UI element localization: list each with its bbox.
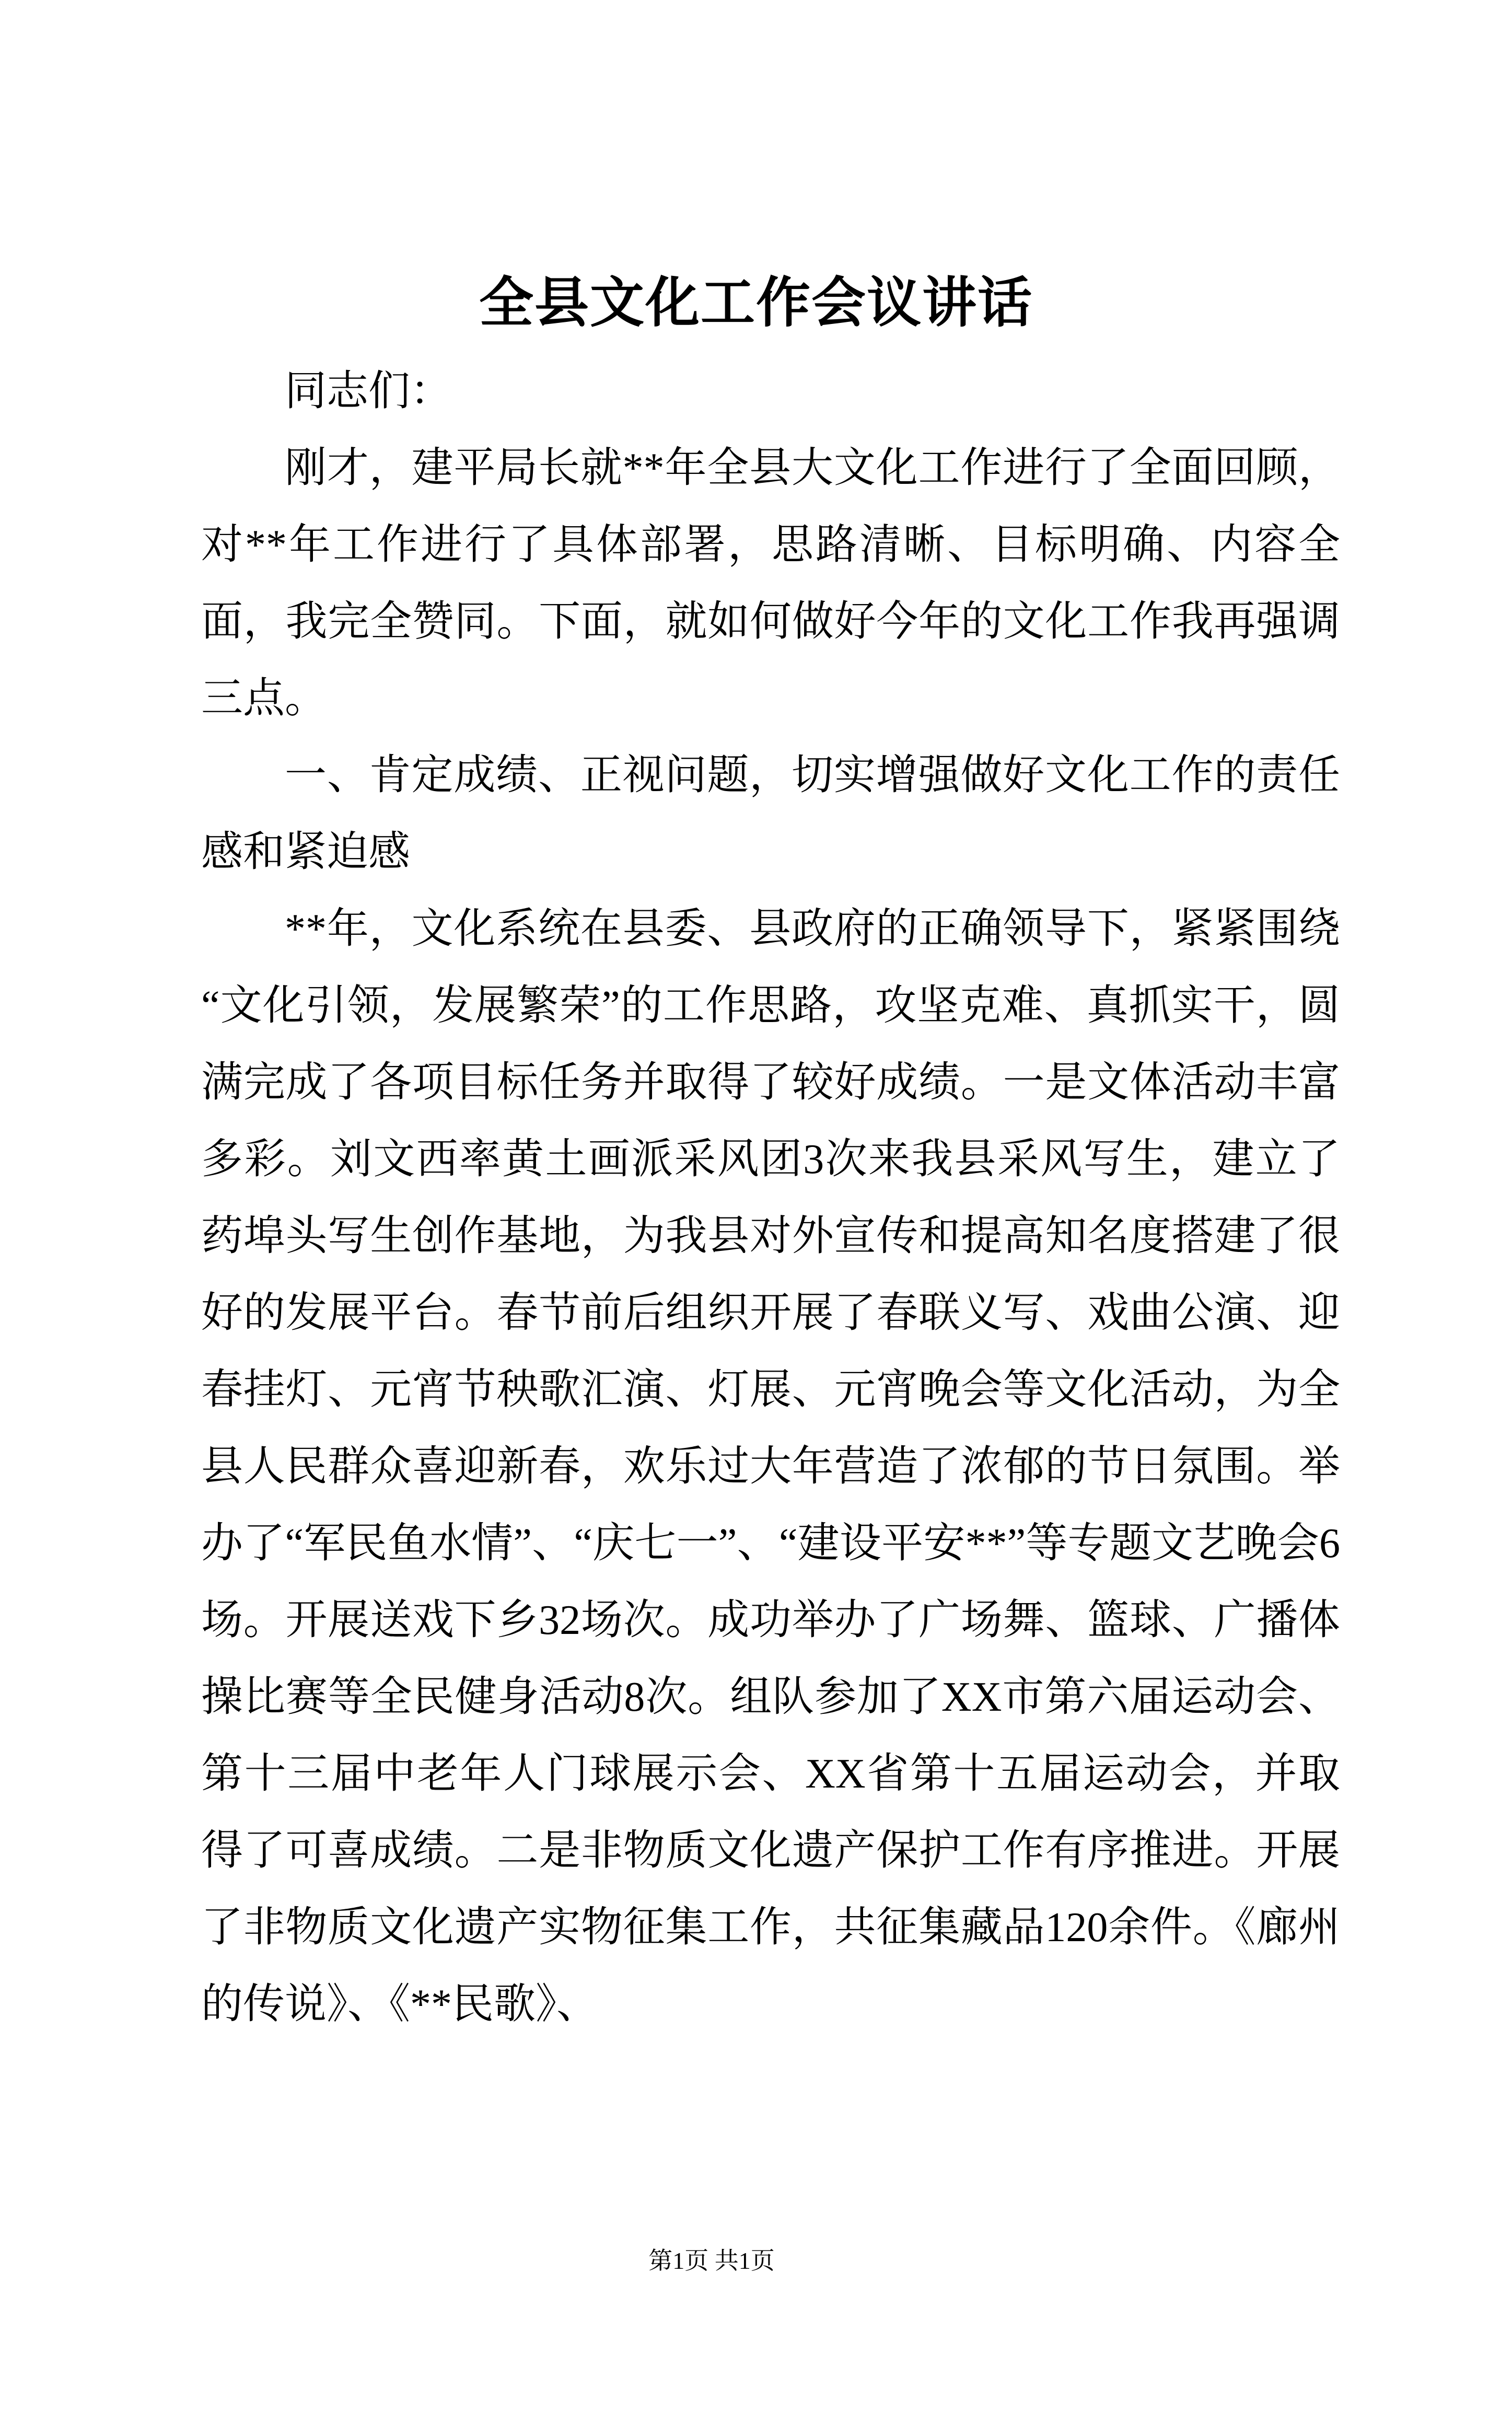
document-title: 全县文化工作会议讲话 — [479, 273, 1033, 333]
document-body — [201, 353, 1340, 2043]
paragraph-section-body: **年，文化系统在县委、县政府的正确领导下，紧紧围绕“文化引领，发展繁荣”的工作思路，攻坚克难、真抓实干，圆满完成了各项目标任务并取得了较好成绩。一是文体活动丰富多彩。刘文西率黄土画派采风团3次来我县采风写生，建立了药埠头写生创作基地，为我县对外宣传和提高知名度搭建了很好的发展平台。春节前后组织开展了春联义写、戏曲公演、迎春挂灯、元宵节秧歌汇演、灯展、元宵晚会等文化活动，为全县人民群众喜迎新春，欢乐过大年营造了浓郁的节日氛围。举办了“军民鱼水情”、“庆七一”、“建设平安**”等专题文艺晚会6场。开展送戏下乡32场次。成功举办了广场舞、篮球、广播体操比赛等全民健身活动8次。组队参加了XX市第六届运动会、第十三届中老年人门球展示会、XX省第十五届运动会，并取得了可喜成绩。二是非物质文化遗产保护工作有序推进。开展了非物质文化遗产实物征集工作，共征集藏品120余件。《廊州的传说》、《**民歌》、 — [201, 906, 1340, 2027]
page-number: 第1页 共1页 — [648, 2247, 775, 2274]
paragraph-section-heading: 一、肯定成绩、正视问题，切实增强做好文化工作的责任感和紧迫感 — [201, 752, 1340, 875]
paragraph-intro: 刚才，建平局长就**年全县大文化工作进行了全面回顾，对**年工作进行了具体部署，思路清晰、目标明确、内容全面，我完全赞同。下面，就如何做好今年的文化工作我再强调三点。 — [201, 445, 1340, 722]
document-page — [0, 274, 1512, 2413]
paragraph-salutation: 同志们： — [285, 368, 452, 414]
